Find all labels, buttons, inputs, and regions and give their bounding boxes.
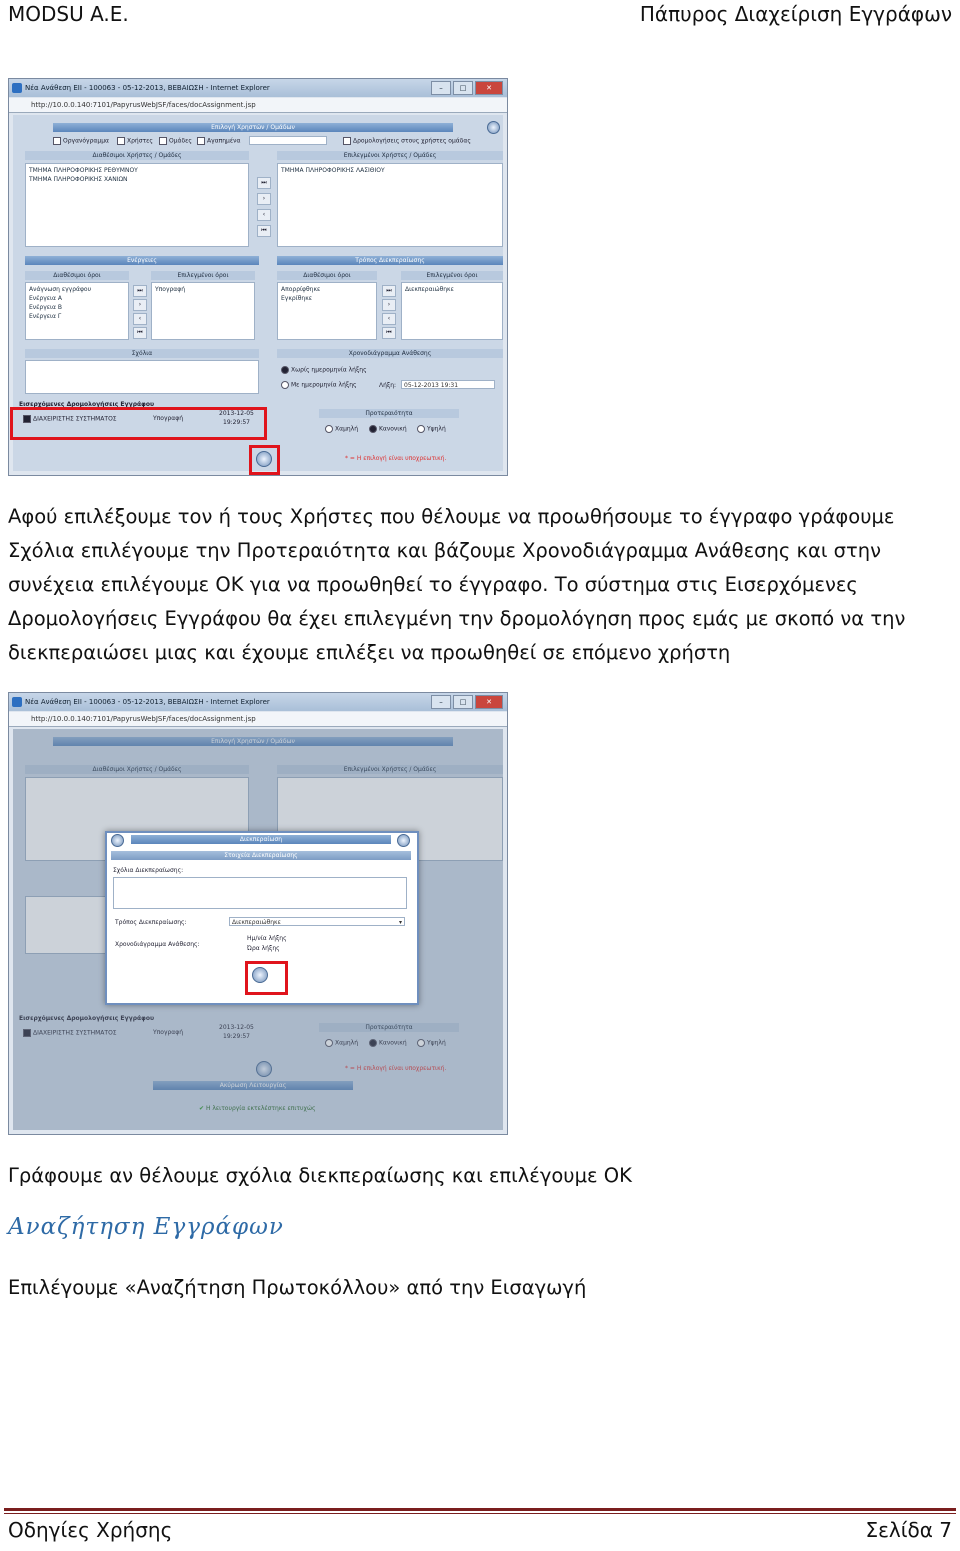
- routing-action: Υπογραφή: [153, 415, 184, 422]
- routing-date: 2013-12-05: [219, 410, 254, 417]
- minimize-button[interactable]: –: [431, 695, 451, 709]
- close-button[interactable]: ✕: [475, 81, 503, 95]
- chevron-down-icon: ▾: [398, 919, 402, 926]
- time-label: Ώρα λήξης: [247, 945, 280, 952]
- priority-high-radio: Υψηλή: [417, 1039, 446, 1047]
- move-left-button[interactable]: ‹: [133, 313, 147, 325]
- actions-title: Ενέργειες: [25, 256, 259, 265]
- expiry-label: Λήξη:: [379, 382, 397, 389]
- assignment-form: [13, 115, 503, 471]
- ie-icon: [12, 83, 22, 93]
- window-titlebar: [9, 693, 507, 711]
- company-name: MODSU A.E.: [8, 2, 129, 26]
- schedule-title: Χρονοδιάγραμμα Ανάθεσης: [277, 349, 503, 358]
- users-section-title: Επιλογή Χρηστών / Ομάδων: [53, 737, 453, 746]
- routing-time: 19:29:57: [223, 419, 250, 426]
- dialog-close-icon[interactable]: [397, 834, 410, 847]
- highlight-routing: [10, 407, 267, 440]
- date-label: Ημ/νία λήξης: [247, 935, 287, 942]
- instructions-paragraph-3: Επιλέγουμε «Αναζήτηση Πρωτοκόλλου» από την Εισαγωγή: [8, 1276, 587, 1299]
- address-bar[interactable]: http://10.0.0.140:7101/PapyrusWebJSF/faces/docAssignment.jsp: [9, 712, 507, 727]
- minimize-button[interactable]: –: [431, 81, 451, 95]
- move-left-button[interactable]: ‹: [382, 313, 396, 325]
- priority-low-radio[interactable]: Χαμηλή: [325, 425, 358, 433]
- comments-title: Σχόλια: [25, 349, 259, 358]
- close-form-icon[interactable]: [487, 121, 500, 134]
- move-left-button[interactable]: ‹: [257, 209, 271, 221]
- ie-icon: [12, 697, 22, 707]
- handling-title: Τρόπος Διεκπεραίωσης: [277, 256, 503, 265]
- priority-normal-radio[interactable]: Κανονική: [369, 425, 407, 433]
- incoming-routing-title: Εισερχόμενες Δρομολογήσεις Εγγράφου: [19, 401, 154, 408]
- routing-row[interactable]: ΔΙΑΧΕΙΡΙΣΤΗΣ ΣΥΣΤΗΜΑΤΟΣ: [23, 415, 117, 423]
- priority-low-radio: Χαμηλή: [325, 1039, 358, 1047]
- list-item[interactable]: ΤΜΗΜΑ ΠΛΗΡΟΦΟΡΙΚΗΣ ΡΕΘΥΜΝΟΥ: [29, 167, 138, 174]
- filter-users[interactable]: Χρήστες: [117, 137, 153, 145]
- with-expiry-radio[interactable]: Με ημερομηνία λήξης: [281, 381, 357, 389]
- filter-groups[interactable]: Ομάδες: [159, 137, 192, 145]
- available-users-label: Διαθέσιμοι Χρήστες / Ομάδες: [25, 765, 249, 774]
- priority-title: Προτεραιότητα: [319, 409, 459, 418]
- cancel-operation-bar[interactable]: Ακύρωση Λειτουργίας: [153, 1081, 353, 1090]
- move-right-button[interactable]: ›: [382, 299, 396, 311]
- move-all-left-button[interactable]: ⏮: [382, 327, 396, 339]
- actions-available-list[interactable]: [25, 282, 129, 340]
- close-button[interactable]: ✕: [475, 695, 503, 709]
- routing-action: Υπογραφή: [153, 1029, 184, 1036]
- list-item[interactable]: Υπογραφή: [155, 286, 186, 293]
- maximize-button[interactable]: □: [453, 81, 473, 95]
- comments-textarea[interactable]: [25, 360, 259, 394]
- highlight-dialog-ok: [245, 961, 288, 995]
- comments-label: Σχόλια Διεκπεραίωσης:: [113, 867, 184, 874]
- handling-available-list[interactable]: [277, 282, 377, 340]
- list-item[interactable]: Διεκπεραιώθηκε: [405, 286, 454, 293]
- no-expiry-radio[interactable]: Χωρίς ημερομηνία λήξης: [281, 366, 367, 374]
- handling-dialog: [105, 831, 419, 1005]
- priority-high-radio[interactable]: Υψηλή: [417, 425, 446, 433]
- page-number: Σελίδα 7: [865, 1518, 952, 1542]
- required-note: * = Η επιλογή είναι υποχρεωτική.: [345, 1065, 447, 1072]
- selected-users-label: Επιλεγμένοι Χρήστες / Ομάδες: [277, 151, 503, 160]
- filter-org[interactable]: Οργανόγραμμα: [53, 137, 109, 145]
- dialog-section-title: Στοιχεία Διεκπεραίωσης: [111, 851, 411, 860]
- list-item[interactable]: Απορρίφθηκε: [281, 286, 321, 293]
- move-right-button[interactable]: ›: [133, 299, 147, 311]
- move-all-right-button[interactable]: ⏭: [133, 285, 147, 297]
- footer-rule: [4, 1508, 956, 1511]
- dialog-logo-icon: [111, 834, 124, 847]
- actions-selected-list[interactable]: [151, 282, 255, 340]
- highlight-ok: [249, 445, 280, 475]
- available-users-label: Διαθέσιμοι Χρήστες / Ομάδες: [25, 151, 249, 160]
- filter-favorites[interactable]: Αγαπημένα: [197, 137, 240, 145]
- screenshot-handling-dialog: [8, 692, 508, 1135]
- footer-rule-thin: [4, 1513, 956, 1514]
- method-label: Τρόπος Διεκπεραίωσης:: [115, 919, 187, 926]
- priority-title: Προτεραιότητα: [319, 1023, 459, 1032]
- selected-users-label: Επιλεγμένοι Χρήστες / Ομάδες: [277, 765, 503, 774]
- document-title: Πάπυρος Διαχείριση Εγγράφων: [639, 2, 952, 26]
- check-icon: ✔: [199, 1105, 205, 1112]
- user-search-input[interactable]: [249, 136, 327, 145]
- window-titlebar: [9, 79, 507, 97]
- move-all-right-button[interactable]: ⏭: [257, 177, 271, 189]
- method-select[interactable]: Διεκπεραιώθηκε ▾: [229, 917, 405, 926]
- instructions-paragraph-2: Γράφουμε αν θέλουμε σχόλια διεκπεραίωσης και επιλέγουμε ΟΚ: [8, 1164, 632, 1187]
- assignment-form-background: [13, 729, 503, 1130]
- required-note: * = Η επιλογή είναι υποχρεωτική.: [345, 455, 447, 462]
- schedule-label: Χρονοδιάγραμμα Ανάθεσης:: [115, 941, 200, 948]
- incoming-routing-title: Εισερχόμενες Δρομολογήσεις Εγγράφου: [19, 1015, 154, 1022]
- handling-selected-list[interactable]: [401, 282, 503, 340]
- window-title: Νέα Ανάθεση ΕΙΙ - 100063 - 05-12-2013, ΒΕΒΑΙΩΣΗ - Internet Explorer: [25, 698, 270, 706]
- move-all-left-button[interactable]: ⏮: [133, 327, 147, 339]
- screenshot-assignment: [8, 78, 508, 476]
- list-item[interactable]: Ενέργεια Α: [29, 295, 62, 302]
- move-right-button[interactable]: ›: [257, 193, 271, 205]
- success-message: ✔ Η λειτουργία εκτελέστηκε επιτυχώς: [199, 1105, 316, 1112]
- users-section-title: Επιλογή Χρηστών / Ομάδων: [53, 123, 453, 132]
- comments-textarea[interactable]: [113, 877, 407, 909]
- routing-date: 2013-12-05: [219, 1024, 254, 1031]
- list-item[interactable]: Εγκρίθηκε: [281, 295, 312, 302]
- footer-title: Οδηγίες Χρήσης: [8, 1518, 173, 1542]
- actions-available-label: Διαθέσιμοι όροι: [25, 271, 129, 280]
- routing-row: ΔΙΑΧΕΙΡΙΣΤΗΣ ΣΥΣΤΗΜΑΤΟΣ: [23, 1029, 117, 1037]
- selected-users-list[interactable]: [277, 163, 503, 247]
- move-all-left-button[interactable]: ⏮: [257, 225, 271, 237]
- available-users-list[interactable]: [25, 163, 249, 247]
- list-item[interactable]: Ενέργεια Β: [29, 304, 62, 311]
- priority-normal-radio: Κανονική: [369, 1039, 407, 1047]
- list-item[interactable]: Ενέργεια Γ: [29, 313, 62, 320]
- move-all-right-button[interactable]: ⏭: [382, 285, 396, 297]
- actions-selected-label: Επιλεγμένοι όροι: [151, 271, 255, 280]
- instructions-paragraph-1: Αφού επιλέξουμε τον ή τους Χρήστες που θέλουμε να προωθήσουμε το έγγραφο γράφουμε Σχόλια επιλέγουμε την Προτεραιότητα και βάζουμε Χρονοδιάγραμμα Ανάθεσης και στην συνέχεια επιλέγουμε ΟΚ για να προωθηθεί το έγγραφο. Το σύστημα στις Εισερχόμενες Δρομολογήσεις Εγγράφου θα έχει επιλεγμένη την δρομολόγηση προς εμάς με σκοπό να την διεκπεραιώσει μιας και έχουμε επιλέξει να προωθηθεί σε επόμενο χρήστη: [8, 505, 906, 664]
- expiry-input[interactable]: 05-12-2013 19:31: [401, 380, 495, 389]
- handling-selected-label: Επιλεγμένοι όροι: [401, 271, 503, 280]
- window-title: Νέα Ανάθεση ΕΙΙ - 100063 - 05-12-2013, ΒΕΒΑΙΩΣΗ - Internet Explorer: [25, 84, 270, 92]
- section-heading: Αναζήτηση Εγγράφων: [8, 1214, 284, 1240]
- routing-time: 19:29:57: [223, 1033, 250, 1040]
- handling-available-label: Διαθέσιμοι όροι: [277, 271, 377, 280]
- list-item[interactable]: Ανάγνωση εγγράφου: [29, 286, 92, 293]
- show-routing-checkbox[interactable]: Δρομολογήσεις στους χρήστες ομάδας: [343, 137, 471, 145]
- list-item[interactable]: ΤΜΗΜΑ ΠΛΗΡΟΦΟΡΙΚΗΣ ΧΑΝΙΩΝ: [29, 176, 128, 183]
- address-bar[interactable]: http://10.0.0.140:7101/PapyrusWebJSF/faces/docAssignment.jsp: [9, 98, 507, 113]
- dialog-title: Διεκπεραίωση: [131, 835, 391, 844]
- list-item[interactable]: ΤΜΗΜΑ ΠΛΗΡΟΦΟΡΙΚΗΣ ΛΑΣΙΘΙΟΥ: [281, 167, 385, 174]
- maximize-button[interactable]: □: [453, 695, 473, 709]
